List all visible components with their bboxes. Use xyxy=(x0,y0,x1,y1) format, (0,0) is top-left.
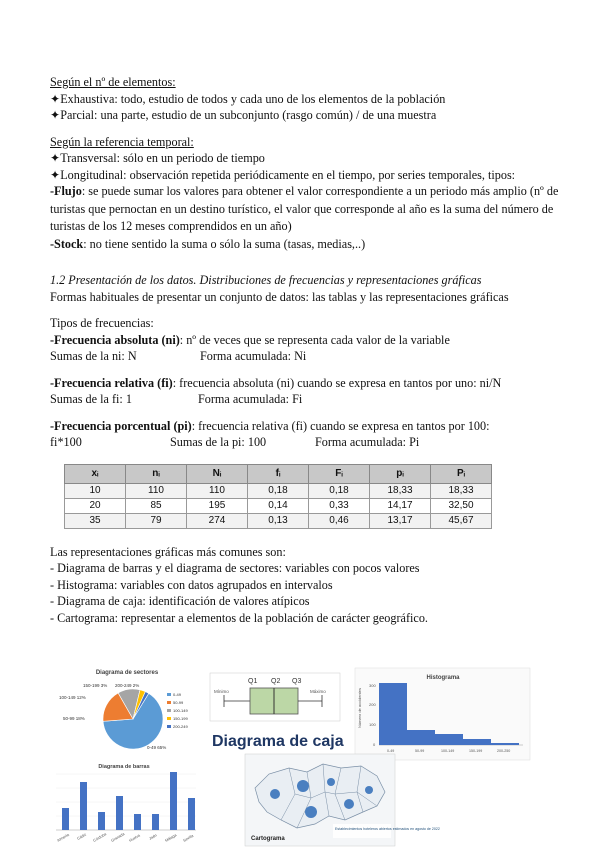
flujo-paragraph xyxy=(50,183,560,236)
table-cell: 110 xyxy=(187,483,248,498)
bar-category: Almería xyxy=(56,832,70,843)
table-cell: 0,13 xyxy=(248,513,309,528)
legend-label: 100-149 xyxy=(173,708,188,713)
bar xyxy=(116,796,123,830)
table-cell: 18,33 xyxy=(370,483,431,498)
abs-symbol: (ni) xyxy=(161,332,180,347)
frequency-table xyxy=(64,464,492,529)
histogram-ytick: 100 xyxy=(369,722,376,727)
table-cell: 18,33 xyxy=(431,483,492,498)
box-big-title: Diagrama de caja xyxy=(212,733,344,750)
histogram-xtick: 200-250 xyxy=(497,749,511,753)
boxplot-thumbnail xyxy=(210,673,344,753)
boxplot-svg xyxy=(210,673,344,753)
por-def xyxy=(50,418,560,435)
histogram-xtick: 150-199 xyxy=(469,749,483,753)
elementos-item-exhaustiva: ✦Exhaustiva: todo, estudio de todos y cada uno de los elementos de la población xyxy=(50,91,446,106)
table-cell: 20 xyxy=(65,498,126,513)
histogram-bar xyxy=(463,739,491,745)
por-acumulada: Forma acumulada: Pi xyxy=(315,435,420,449)
legend-label: 50-99 xyxy=(173,700,184,705)
table-header-cell: Nᵢ xyxy=(187,464,248,483)
document-page xyxy=(50,74,560,626)
bar xyxy=(170,772,177,830)
table-cell: 45,67 xyxy=(431,513,492,528)
map-label: Cartograma xyxy=(251,836,285,842)
abs-label: -Frecuencia absoluta xyxy=(50,332,159,347)
box-max-label: Máximo xyxy=(310,689,326,694)
legend-label: 0-49 xyxy=(173,692,182,697)
histogram-bar xyxy=(379,683,407,745)
histogram-bar xyxy=(491,743,519,745)
table-header-cell: Fᵢ xyxy=(309,464,370,483)
pie-label: 0-49 65% xyxy=(147,745,167,750)
table-row xyxy=(65,483,492,498)
table-header-cell: pᵢ xyxy=(370,464,431,483)
table-cell: 195 xyxy=(187,498,248,513)
bar-chart-svg xyxy=(48,760,200,846)
table-cell: 0,14 xyxy=(248,498,309,513)
map-marker xyxy=(297,780,309,792)
histogram-ytick: 0 xyxy=(373,742,376,747)
por-sums xyxy=(50,434,560,451)
bar-category: Huelva xyxy=(128,833,141,843)
pie-title: Diagrama de sectores xyxy=(95,670,159,676)
pie-label: 50-99 18% xyxy=(63,716,85,721)
histogram-xtick: 100-149 xyxy=(441,749,455,753)
por-label: -Frecuencia porcentual xyxy=(50,418,171,433)
graficas-heading: Las representaciones gráficas más comunes son: xyxy=(50,544,286,559)
rel-symbol: (fi) xyxy=(157,375,173,390)
flujo-text: : se puede sumar los valores para obtener el valor correspondiente a un periodo más amplio (nº de turistas que pernoctan en un destino turístico, el valor que corresponde al año es la suma del número de turistas de los 12 meses comprendidos en un año) xyxy=(50,184,559,233)
table-cell: 13,17 xyxy=(370,513,431,528)
histogram-xtick: 0-49 xyxy=(387,749,395,753)
bar-category: Málaga xyxy=(164,833,178,843)
bar xyxy=(98,812,105,830)
graficas-item-cartograma: - Cartograma: representar a elementos de la población de carácter geográfico. xyxy=(50,610,428,625)
map-marker xyxy=(365,786,373,794)
abs-sums xyxy=(50,348,560,365)
rel-text: : frecuencia absoluta (ni) cuando se expresa en tantos por uno: ni/N xyxy=(172,375,502,390)
rel-label: -Frecuencia relativa xyxy=(50,375,155,390)
table-header-cell: nᵢ xyxy=(126,464,187,483)
por-symbol: (pi) xyxy=(173,418,192,433)
abs-acumulada: Forma acumulada: Ni xyxy=(200,349,307,363)
table-cell: 32,50 xyxy=(431,498,492,513)
legend-swatch xyxy=(167,693,171,696)
rel-def xyxy=(50,375,560,392)
table-cell: 0,33 xyxy=(309,498,370,513)
bar xyxy=(134,814,141,830)
pie-label: 150-199 3% xyxy=(83,683,108,688)
tipos-heading: Tipos de frecuencias: xyxy=(50,316,154,330)
box-q2-label: Q2 xyxy=(271,678,281,685)
pie-slices xyxy=(103,689,163,749)
table-header-row xyxy=(65,464,492,483)
map-marker xyxy=(327,778,335,786)
bar-category: Sevilla xyxy=(182,833,195,843)
bar xyxy=(62,808,69,830)
bar-category: Jaén xyxy=(148,833,158,841)
section-intro: Formas habituales de presentar un conjunto de datos: las tablas y las representaciones gráficas xyxy=(50,289,509,304)
cartogram-svg xyxy=(245,754,440,846)
histogram-thumbnail xyxy=(355,668,530,760)
rel-sumas: Sumas de la fi: 1 xyxy=(50,392,132,406)
histogram-xtick: 50-99 xyxy=(415,749,425,753)
table-header-cell: xᵢ xyxy=(65,464,126,483)
table-cell: 79 xyxy=(126,513,187,528)
map-caption: Establecimientos hoteleros abiertos estimados en agosto de 2022 xyxy=(335,827,440,831)
graficas-item-histograma: - Histograma: variables con datos agrupados en intervalos xyxy=(50,577,333,592)
histogram-bar xyxy=(407,730,435,745)
pie-chart-thumbnail xyxy=(55,665,200,763)
stock-text: : no tiene sentido la suma o sólo la suma (tasas, medias,..) xyxy=(83,236,366,251)
histogram-svg xyxy=(355,668,530,760)
box-q3-label: Q3 xyxy=(292,678,302,685)
table-row xyxy=(65,513,492,528)
map-marker xyxy=(344,799,354,809)
legend-swatch xyxy=(167,725,171,728)
bar xyxy=(80,782,87,830)
abs-def xyxy=(50,332,560,349)
map-marker xyxy=(270,789,280,799)
table-cell: 0,46 xyxy=(309,513,370,528)
legend-swatch xyxy=(167,709,171,712)
bar xyxy=(152,814,159,830)
histogram-bar xyxy=(435,734,463,745)
pie-legend xyxy=(167,692,188,729)
table-cell: 14,17 xyxy=(370,498,431,513)
abs-sumas: Sumas de la ni: N xyxy=(50,349,137,363)
elementos-item-parcial: ✦Parcial: una parte, estudio de un subconjunto (rasgo común) / de una muestra xyxy=(50,108,437,122)
table-cell: 274 xyxy=(187,513,248,528)
table-cell: 110 xyxy=(126,483,187,498)
por-sumas: Sumas de la pi: 100 xyxy=(170,435,267,449)
box-min-label: Mínimo xyxy=(214,689,229,694)
pie-label: 200-249 2% xyxy=(115,683,140,688)
bar xyxy=(188,798,195,830)
histogram-title: Histograma xyxy=(426,675,460,681)
histogram-ytick: 300 xyxy=(369,683,376,688)
table-cell: 35 xyxy=(65,513,126,528)
section-title: 1.2 Presentación de los datos. Distribuciones de frecuencias y representaciones gráficas xyxy=(50,273,482,287)
bar-chart-thumbnail xyxy=(48,760,200,846)
legend-swatch xyxy=(167,701,171,704)
histogram-ytick: 200 xyxy=(369,702,376,707)
bar-category: Córdoba xyxy=(92,832,108,843)
bar-chart-title: Diagrama de barras xyxy=(98,764,150,770)
por-formula: fi*100 xyxy=(50,435,82,449)
table-cell: 85 xyxy=(126,498,187,513)
table-header-cell: fᵢ xyxy=(248,464,309,483)
legend-swatch xyxy=(167,717,171,720)
table-cell: 0,18 xyxy=(309,483,370,498)
pie-label: 100-149 12% xyxy=(59,695,86,700)
table-cell: 0,18 xyxy=(248,483,309,498)
legend-label: 150-199 xyxy=(173,716,188,721)
temporal-item-longitudinal: ✦Longitudinal: observación repetida periódicamente en el tiempo, por series temporales, tipos: xyxy=(50,167,516,182)
rel-sums xyxy=(50,391,560,408)
flujo-label: -Flujo xyxy=(50,184,82,198)
table-row xyxy=(65,498,492,513)
graficas-item-caja: - Diagrama de caja: identificación de valores atípicos xyxy=(50,594,310,608)
table-cell: 10 xyxy=(65,483,126,498)
map-marker xyxy=(305,806,317,818)
graficas-item-barras: - Diagrama de barras y el diagrama de sectores: variables con pocos valores xyxy=(50,561,420,575)
stock-paragraph xyxy=(50,236,560,253)
rel-acumulada: Forma acumulada: Fi xyxy=(198,392,303,406)
table-header-cell: Pᵢ xyxy=(431,464,492,483)
por-text: : frecuencia relativa (fi) cuando se expresa en tantos por 100: xyxy=(191,418,490,433)
box-q1-label: Q1 xyxy=(248,678,258,685)
pie-chart-svg xyxy=(55,665,200,763)
bar-category: Granada xyxy=(110,832,126,843)
temporal-heading: Según la referencia temporal: xyxy=(50,134,194,149)
abs-text: : nº de veces que se representa cada valor de la variable xyxy=(179,332,450,347)
histogram-ylabel: Número de accidentes xyxy=(357,687,362,728)
temporal-item-transversal: ✦Transversal: sólo en un periodo de tiempo xyxy=(50,151,265,165)
elementos-heading: Según el nº de elementos: xyxy=(50,75,176,89)
stock-label: -Stock xyxy=(50,236,84,251)
bar-category: Cádiz xyxy=(76,832,87,841)
cartogram-thumbnail xyxy=(245,754,440,846)
legend-label: 200-249 xyxy=(173,724,188,729)
